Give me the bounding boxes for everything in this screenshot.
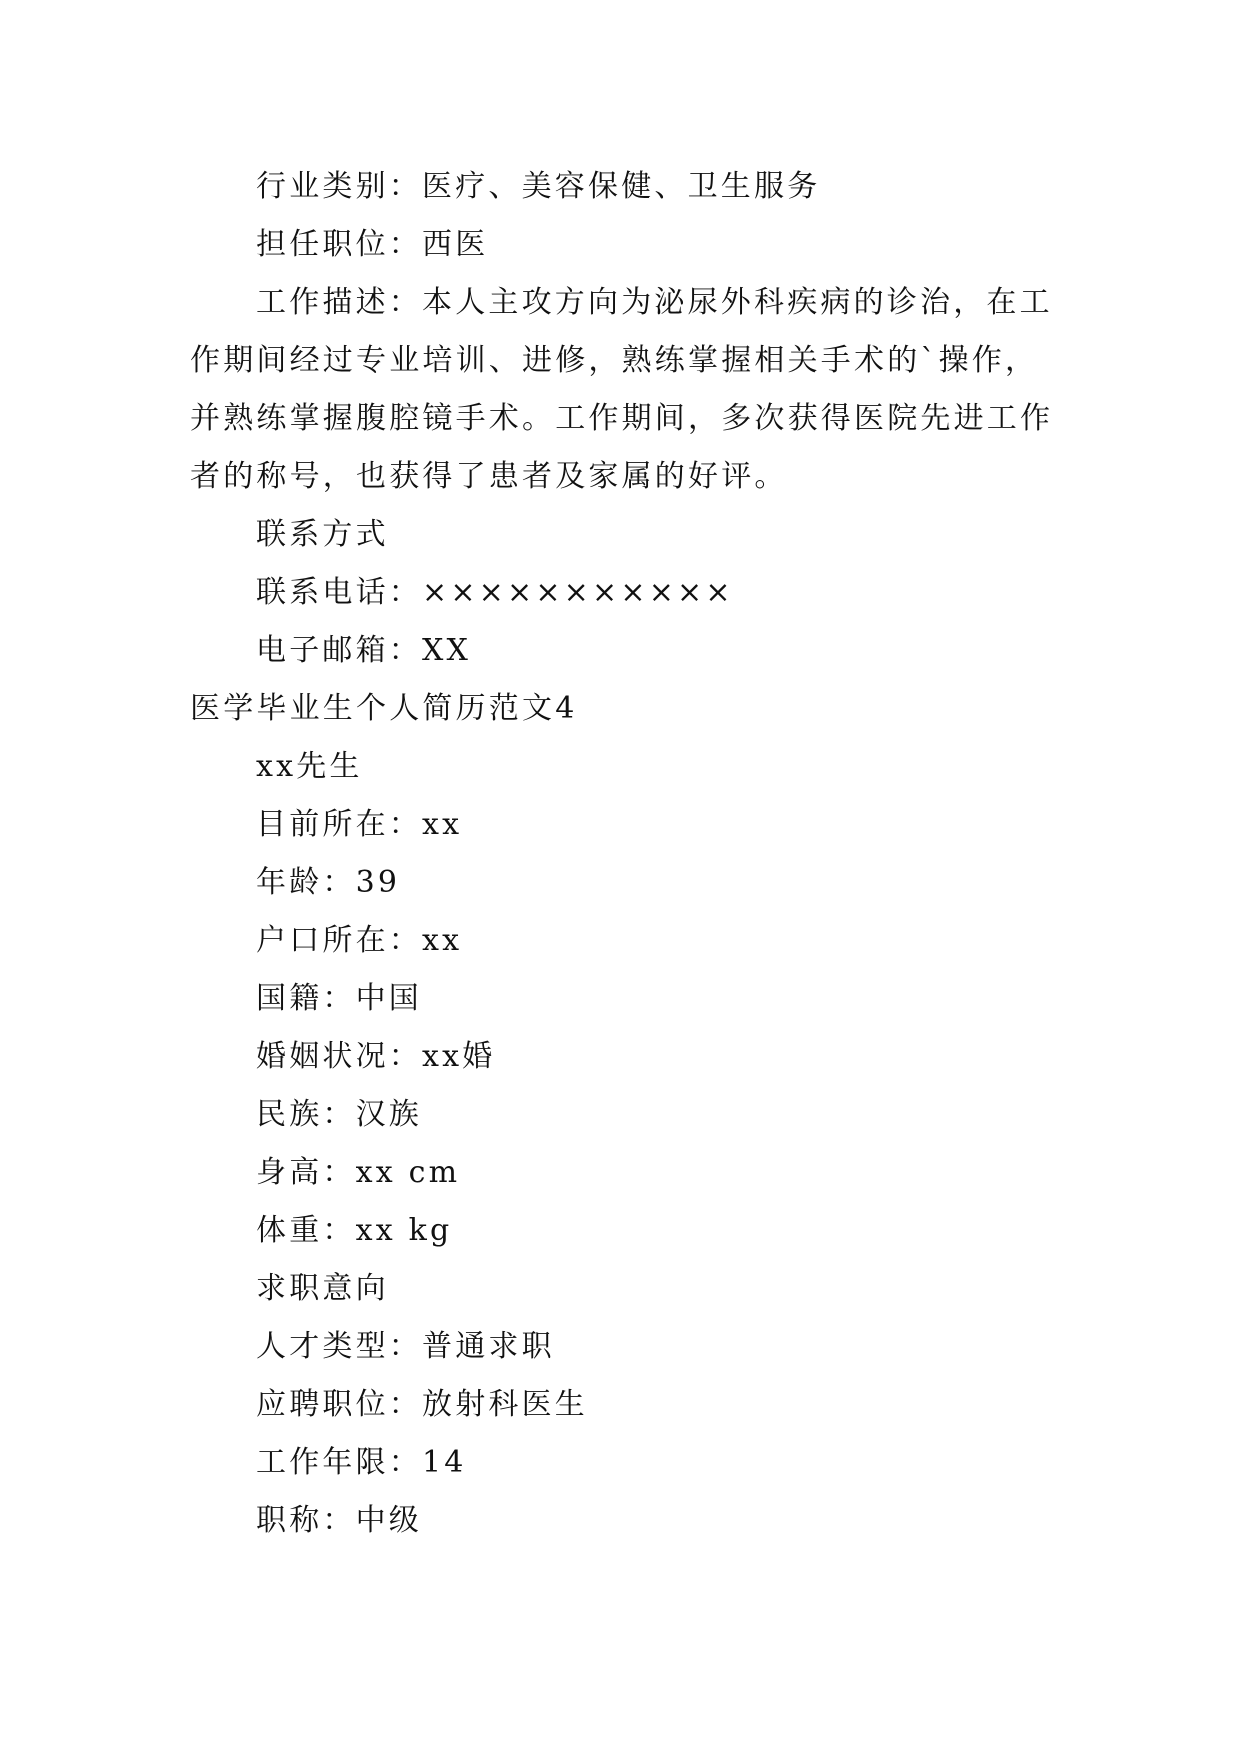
age-line: 年龄：39 xyxy=(256,865,401,900)
applied-position-line: 应聘职位：放射科医生 xyxy=(256,1387,588,1422)
job-intention-heading: 求职意向 xyxy=(256,1271,389,1306)
ethnicity-line: 民族：汉族 xyxy=(256,1097,422,1132)
marital-status-line: 婚姻状况：xx婚 xyxy=(256,1039,496,1074)
hukou-line: 户口所在：xx xyxy=(256,923,463,958)
title-rank-line: 职称：中级 xyxy=(256,1503,422,1538)
height-line: 身高：xx cm xyxy=(256,1155,461,1190)
name-line: xx先生 xyxy=(256,749,363,784)
contact-heading: 联系方式 xyxy=(256,517,389,552)
nationality-line: 国籍：中国 xyxy=(256,981,422,1016)
current-location-line: 目前所在：xx xyxy=(256,807,463,842)
industry-line: 行业类别：医疗、美容保健、卫生服务 xyxy=(256,169,821,204)
work-description-line: 者的称号，也获得了患者及家属的好评。 xyxy=(190,459,788,494)
weight-line: 体重：xx kg xyxy=(256,1213,453,1248)
work-description-line: 并熟练掌握腹腔镜手术。工作期间，多次获得医院先进工作 xyxy=(190,401,1054,436)
email-line: 电子邮箱：XX xyxy=(256,633,472,668)
section-title: 医学毕业生个人简历范文4 xyxy=(190,691,578,726)
work-description-line: 作期间经过专业培训、进修，熟练掌握相关手术的`操作， xyxy=(190,343,1039,378)
phone-line: 联系电话：××××××××××× xyxy=(256,575,734,610)
work-description-line: 工作描述：本人主攻方向为泌尿外科疾病的诊治，在工 xyxy=(256,285,1053,320)
work-years-line: 工作年限：14 xyxy=(256,1445,467,1480)
position-line: 担任职位：西医 xyxy=(256,227,489,262)
talent-type-line: 人才类型：普通求职 xyxy=(256,1329,555,1364)
